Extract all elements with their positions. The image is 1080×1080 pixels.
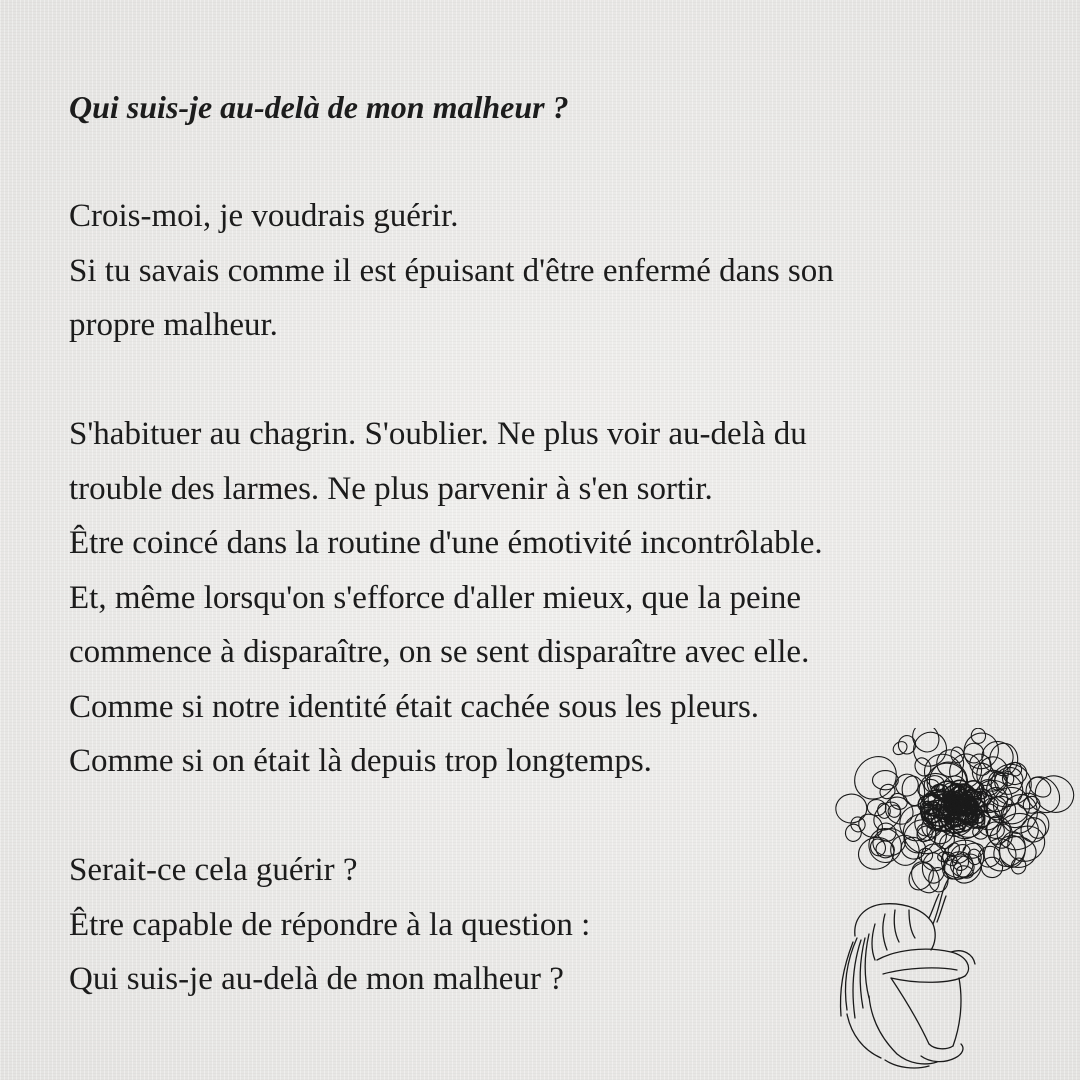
- poem-line: propre malheur.: [69, 307, 278, 343]
- poem-line: Être capable de répondre à la question :: [69, 906, 591, 943]
- stanza-1: [69, 189, 1029, 353]
- scribble-loop: [846, 748, 905, 808]
- poem-line: Qui suis-je au-delà de mon malheur ?: [69, 961, 564, 997]
- scribble-loop: [876, 802, 891, 819]
- scribble-loop: [908, 728, 944, 757]
- sitting-figure: [841, 878, 976, 1068]
- poem-line: Crois-moi, je voudrais guérir.: [69, 198, 459, 234]
- poem-line: Être coincé dans la routine d'une émotivité incontrôlable.: [69, 525, 823, 561]
- poem-line: commence à disparaître, on se sent disparaître avec elle.: [69, 634, 810, 670]
- poem-line: S'habituer au chagrin. S'oublier. Ne plus voir au-delà du: [69, 416, 807, 452]
- poem-line: Comme si notre identité était cachée sous les pleurs.: [69, 688, 760, 725]
- stanza-gap: [69, 353, 1029, 408]
- scribble-loop: [873, 771, 899, 790]
- scribble-loop: [916, 839, 953, 876]
- poem-line: Serait-ce cela guérir ?: [69, 852, 358, 888]
- poem-line: Si tu savais comme il est épuisant d'être enfermé dans son: [69, 252, 834, 289]
- poem-line: Comme si on était là depuis trop longtemps.: [69, 743, 652, 779]
- scribble-cloud: [834, 728, 1075, 898]
- scribble-loop: [844, 823, 862, 842]
- sad-sitting-figure-scribble-cloud-icon: [825, 728, 1075, 1073]
- poem-line: trouble des larmes. Ne plus parvenir à s'en sortir.: [69, 470, 713, 507]
- stanza-gap: [69, 135, 1029, 190]
- scribble-loop: [880, 791, 919, 829]
- scribble-loop: [897, 813, 942, 859]
- poem-line: Et, même lorsqu'on s'efforce d'aller mieux, que la peine: [69, 579, 801, 616]
- poem-title: Qui suis-je au-delà de mon malheur ?: [69, 89, 569, 125]
